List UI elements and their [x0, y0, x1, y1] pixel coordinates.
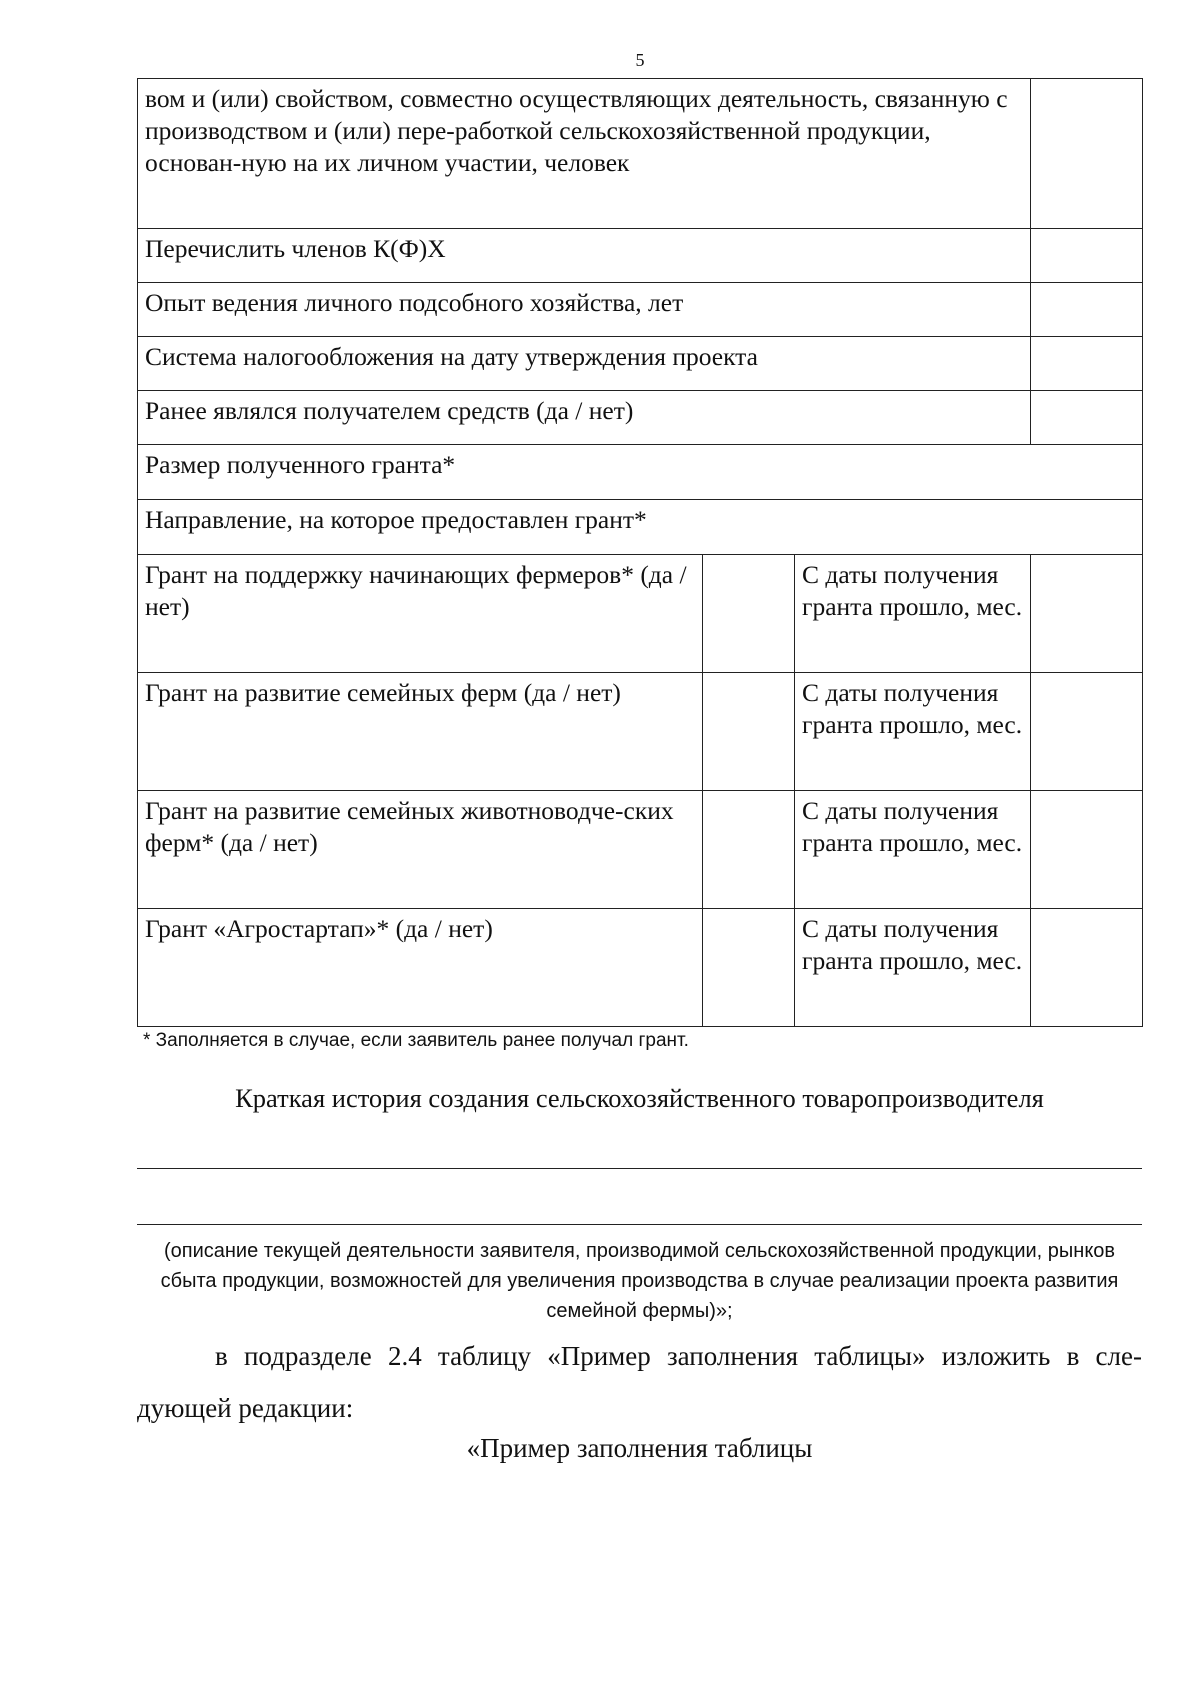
row-label: вом и (или) свойством, совместно осуществляющих деятельность, связанную с производством и (или) пере-работкой сельскохозяйственной продукции, основан-ную на их личном участии, человек — [138, 79, 1031, 229]
page-number: 5 — [635, 50, 645, 70]
grant-row — [138, 909, 1143, 1027]
grant-answer-cell[interactable] — [703, 673, 795, 791]
table-row — [138, 337, 1143, 391]
fill-in-line[interactable] — [137, 1168, 1142, 1169]
grant-label: Грант на поддержку начинающих фермеров* (да / нет) — [138, 555, 703, 673]
months-elapsed-cell[interactable] — [1031, 909, 1143, 1027]
row-label: Ранее являлся получателем средств (да / нет) — [138, 391, 1031, 445]
row-label: Опыт ведения личного подсобного хозяйства, лет — [138, 283, 1031, 337]
table-row — [138, 445, 1143, 500]
table-row — [138, 391, 1143, 445]
table-row — [138, 500, 1143, 555]
months-elapsed-cell[interactable] — [1031, 791, 1143, 909]
grant-label: Грант на развитие семейных животноводче-ских ферм* (да / нет) — [138, 791, 703, 909]
months-elapsed-label: С даты получения гранта прошло, мес. — [795, 791, 1031, 909]
field-caption: (описание текущей деятельности заявителя, производимой сельскохозяйственной продукции, рынков сбыта продукции, возможностей для увеличения производства в случае реализации проекта развития семейной фермы)»; — [160, 1240, 1119, 1322]
table-row — [138, 229, 1143, 283]
fill-in-line[interactable] — [137, 1224, 1142, 1225]
footnote: * Заполняется в случае, если заявитель ранее получал грант. — [143, 1030, 689, 1051]
table-row — [138, 283, 1143, 337]
row-label: Направление, на которое предоставлен грант* — [138, 500, 1143, 555]
months-elapsed-label: С даты получения гранта прошло, мес. — [795, 909, 1031, 1027]
grant-label: Грант «Агростартап»* (да / нет) — [138, 909, 703, 1027]
grant-label: Грант на развитие семейных ферм (да / нет) — [138, 673, 703, 791]
value-cell[interactable] — [1031, 337, 1143, 391]
table-subheading: «Пример заполнения таблицы — [466, 1433, 813, 1463]
value-cell[interactable] — [1031, 79, 1143, 229]
grant-row — [138, 673, 1143, 791]
body-paragraph: в подразделе 2.4 таблицу «Пример заполнения таблицы» изложить в сле-дующей редакции: — [137, 1341, 1142, 1423]
value-cell[interactable] — [1031, 229, 1143, 283]
months-elapsed-label: С даты получения гранта прошло, мес. — [795, 555, 1031, 673]
months-elapsed-cell[interactable] — [1031, 555, 1143, 673]
grant-row — [138, 555, 1143, 673]
months-elapsed-cell[interactable] — [1031, 673, 1143, 791]
months-elapsed-label: С даты получения гранта прошло, мес. — [795, 673, 1031, 791]
grant-answer-cell[interactable] — [703, 791, 795, 909]
value-cell[interactable] — [1031, 391, 1143, 445]
applicant-info-table — [137, 78, 1143, 1027]
section-heading: Краткая история создания сельскохозяйственного товаропроизводителя — [235, 1083, 1044, 1113]
row-label: Перечислить членов К(Ф)Х — [138, 229, 1031, 283]
grant-answer-cell[interactable] — [703, 909, 795, 1027]
grant-answer-cell[interactable] — [703, 555, 795, 673]
row-label: Система налогообложения на дату утверждения проекта — [138, 337, 1031, 391]
value-cell[interactable] — [1031, 283, 1143, 337]
row-label: Размер полученного гранта* — [138, 445, 1143, 500]
grant-row — [138, 791, 1143, 909]
table-row — [138, 79, 1143, 229]
